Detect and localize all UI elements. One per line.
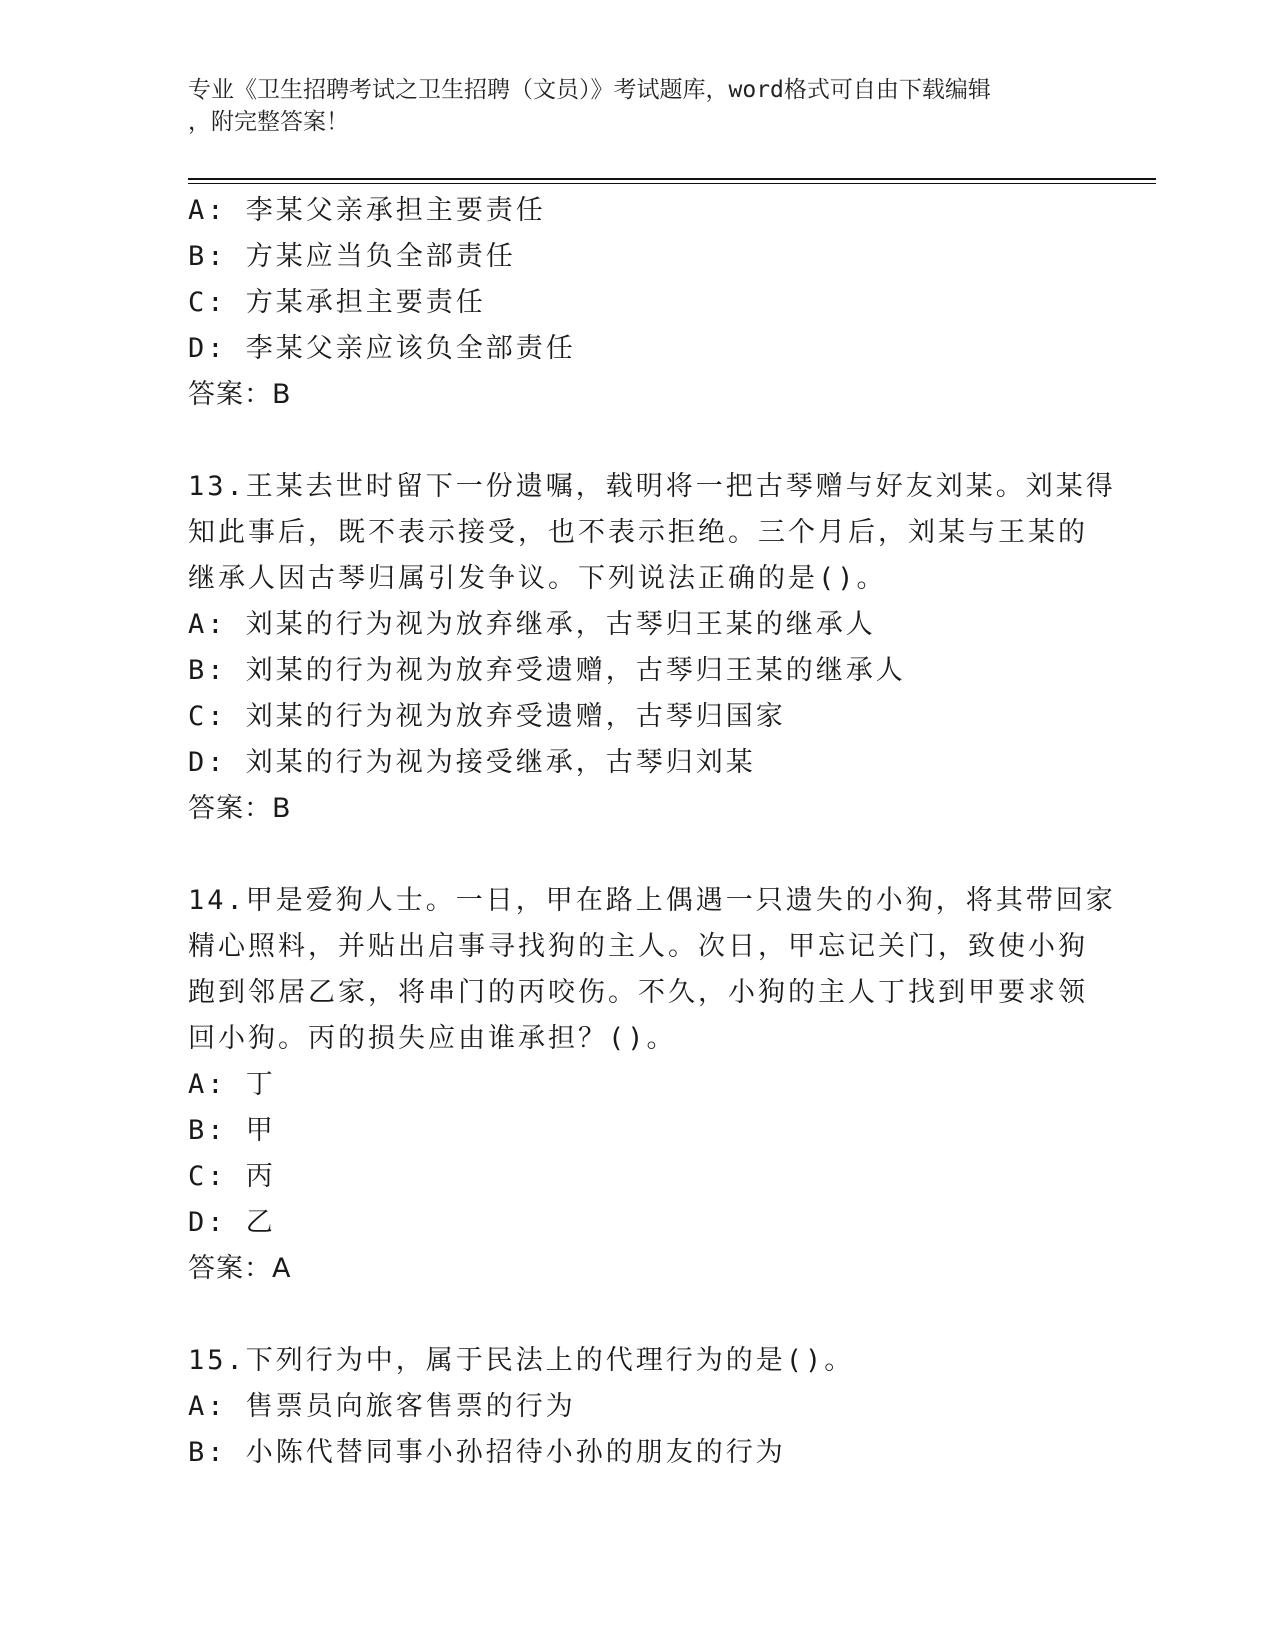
option-a: A: 李某父亲承担主要责任: [188, 195, 546, 226]
option-a: A: 刘某的行为视为放弃继承，古琴归王某的继承人: [188, 609, 876, 640]
question-14: [188, 878, 1116, 1292]
question-stem-line: 回小狗。丙的损失应由谁承担？()。: [188, 1023, 677, 1054]
question-12: [188, 188, 1088, 418]
option-b: B: 刘某的行为视为放弃受遗赠，古琴归王某的继承人: [188, 655, 906, 686]
question-stem-line: 继承人因古琴归属引发争议。下列说法正确的是()。: [188, 563, 887, 594]
spacer: [188, 418, 1088, 464]
spacer: [188, 1292, 1088, 1338]
question-13: [188, 464, 1116, 832]
question-stem-line: 精心照料，并贴出启事寻找狗的主人。次日，甲忘记关门，致使小狗: [188, 931, 1088, 962]
header-line-1: 专业《卫生招聘考试之卫生招聘（文员）》考试题库，word格式可自由下载编辑: [188, 77, 991, 103]
option-d: D: 李某父亲应该负全部责任: [188, 333, 576, 364]
question-stem-line: 14.甲是爱狗人士。一日，甲在路上偶遇一只遗失的小狗，将其带回家: [188, 885, 1116, 916]
question-list: [188, 188, 1116, 1476]
answer: 答案：B: [188, 793, 292, 824]
option-c: C: 方某承担主要责任: [188, 287, 486, 318]
header-line-2: ，附完整答案！: [188, 109, 349, 135]
header-rule-thick: [188, 178, 1156, 180]
spacer: [188, 832, 1088, 878]
question-stem-line: 知此事后，既不表示接受，也不表示拒绝。三个月后，刘某与王某的: [188, 517, 1088, 548]
document-header: [188, 74, 1088, 138]
option-b: B: 方某应当负全部责任: [188, 241, 516, 272]
option-c: C: 刘某的行为视为放弃受遗赠，古琴归国家: [188, 701, 786, 732]
answer: 答案：A: [188, 1253, 292, 1284]
question-stem-line: 15.下列行为中，属于民法上的代理行为的是()。: [188, 1345, 855, 1376]
option-d: D: 刘某的行为视为接受继承，古琴归刘某: [188, 747, 756, 778]
answer: 答案：B: [188, 379, 292, 410]
question-15: [188, 1338, 1088, 1476]
option-d: D: 乙: [188, 1207, 276, 1238]
option-b: B: 甲: [188, 1115, 276, 1146]
question-stem-line: 跑到邻居乙家，将串门的丙咬伤。不久，小狗的主人丁找到甲要求领: [188, 977, 1088, 1008]
option-a: A: 售票员向旅客售票的行为: [188, 1391, 576, 1422]
option-c: C: 丙: [188, 1161, 276, 1192]
header-rule-thin: [188, 183, 1156, 184]
question-stem-line: 13.王某去世时留下一份遗嘱，载明将一把古琴赠与好友刘某。刘某得: [188, 471, 1116, 502]
option-a: A: 丁: [188, 1069, 276, 1100]
option-b: B: 小陈代替同事小孙招待小孙的朋友的行为: [188, 1437, 786, 1468]
